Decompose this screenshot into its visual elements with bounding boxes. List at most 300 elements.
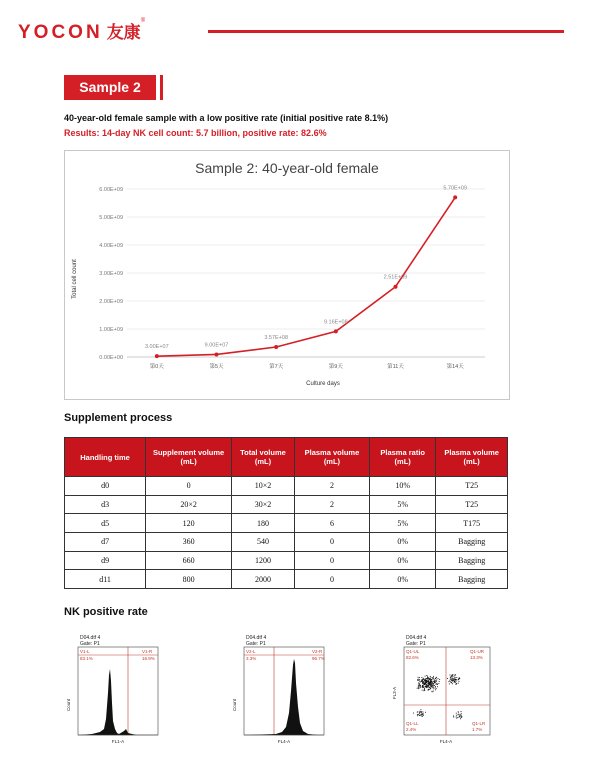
facs-dot bbox=[457, 717, 458, 718]
facs2-right-value: 96.7% bbox=[312, 656, 325, 661]
facs2-left-label: V2-L bbox=[246, 649, 256, 654]
facs-dot bbox=[419, 679, 420, 680]
facs-dot bbox=[430, 678, 431, 679]
facs-dot bbox=[449, 684, 450, 685]
facs-dot bbox=[432, 685, 433, 686]
table-cell: 1200 bbox=[232, 551, 295, 570]
facs-dot bbox=[429, 679, 430, 680]
chart-x-tick-label: 第9天 bbox=[328, 364, 343, 370]
facs-dot bbox=[461, 711, 462, 712]
facs3-lr-label: Q1-LR bbox=[472, 721, 486, 726]
facs-dot bbox=[435, 686, 436, 687]
facs-dot bbox=[430, 683, 431, 684]
facs-dot bbox=[456, 681, 457, 682]
company-logo bbox=[18, 18, 145, 44]
table-cell: 6 bbox=[294, 514, 369, 533]
facs-dot bbox=[421, 677, 422, 678]
facs-dot bbox=[424, 680, 425, 681]
facs3-ur-label: Q1-UR bbox=[470, 649, 485, 654]
facs-dot bbox=[461, 713, 462, 714]
facs1-right-value: 16.9% bbox=[142, 656, 155, 661]
facs-dot bbox=[436, 684, 437, 685]
facs-dot bbox=[417, 679, 418, 680]
facs-dot bbox=[453, 680, 454, 681]
facs-dot bbox=[424, 688, 425, 689]
chart-data-label: 3.00E+07 bbox=[144, 344, 169, 351]
facs-dot bbox=[419, 686, 420, 687]
facs-dot bbox=[458, 679, 459, 680]
facs-dot bbox=[422, 714, 423, 715]
logo-text-cn: 友康 bbox=[106, 23, 141, 42]
facs-dot bbox=[429, 684, 430, 685]
facs-histogram-2 bbox=[228, 633, 328, 751]
facs3-gate: Gate: P1 bbox=[406, 641, 426, 647]
chart-x-tick-label: 第5天 bbox=[209, 364, 224, 370]
facs-dot bbox=[460, 714, 461, 715]
table-row bbox=[65, 570, 508, 589]
registered-mark: ® bbox=[140, 18, 146, 24]
facs-dot bbox=[425, 686, 426, 687]
facs-dot bbox=[421, 714, 422, 715]
chart-title: Sample 2: 40-year-old female bbox=[195, 160, 379, 176]
facs-dot bbox=[428, 690, 429, 691]
facs-dot bbox=[455, 679, 456, 680]
facs-dot bbox=[419, 684, 420, 685]
facs-dot bbox=[423, 679, 424, 680]
facs-dot bbox=[431, 682, 432, 683]
table-cell: 660 bbox=[146, 551, 232, 570]
facs-dot bbox=[437, 684, 438, 685]
table-cell: d5 bbox=[65, 514, 146, 533]
table-cell: 0% bbox=[370, 551, 436, 570]
col-total-volume: Total volume (mL) bbox=[232, 438, 295, 477]
facs-dot bbox=[459, 716, 460, 717]
facs-dot bbox=[453, 717, 454, 718]
facs-dot bbox=[424, 689, 425, 690]
facs-dot bbox=[417, 688, 418, 689]
chart-data-point bbox=[334, 329, 338, 333]
chart-x-label: Culture days bbox=[306, 381, 340, 387]
facs-dot bbox=[455, 684, 456, 685]
facs-dot bbox=[420, 686, 421, 687]
table-row bbox=[65, 477, 508, 496]
facs-dot bbox=[449, 680, 450, 681]
facs-dot bbox=[430, 688, 431, 689]
facs-dot bbox=[433, 676, 434, 677]
chart-x-tick-label: 第0天 bbox=[149, 364, 164, 370]
facs-dot bbox=[453, 716, 454, 717]
facs-dot bbox=[456, 679, 457, 680]
table-cell: 0 bbox=[294, 570, 369, 589]
facs-dot bbox=[427, 678, 428, 679]
facs-dot bbox=[423, 682, 424, 683]
facs-dot bbox=[433, 688, 434, 689]
col-plasma-ratio: Plasma ratio (mL) bbox=[370, 438, 436, 477]
facs-dot bbox=[423, 715, 424, 716]
facs-histogram-1 bbox=[62, 633, 162, 751]
facs-dot bbox=[434, 681, 435, 682]
facs-dot bbox=[452, 678, 453, 679]
facs1-x-label: FL1-A bbox=[111, 739, 125, 744]
facs-dot bbox=[426, 686, 427, 687]
table-cell: Bagging bbox=[436, 533, 508, 552]
facs-dot bbox=[458, 714, 459, 715]
table-cell: d11 bbox=[65, 570, 146, 589]
facs-dot bbox=[432, 687, 433, 688]
facs1-file: D04.dtf 4 bbox=[80, 635, 101, 641]
facs-dot bbox=[427, 687, 428, 688]
table-cell: 2 bbox=[294, 477, 369, 496]
facs-dot bbox=[433, 691, 434, 692]
chart-y-tick-label: 4.00E+09 bbox=[99, 243, 123, 249]
facs1-left-label: V1-L bbox=[80, 649, 90, 654]
growth-chart bbox=[64, 150, 510, 400]
table-cell: Bagging bbox=[436, 570, 508, 589]
facs-dot bbox=[429, 678, 430, 679]
facs-dot bbox=[419, 677, 420, 678]
facs-dot bbox=[454, 679, 455, 680]
facs-dot bbox=[423, 678, 424, 679]
chart-series-line bbox=[157, 197, 455, 356]
table-cell: 10% bbox=[370, 477, 436, 496]
facs-dot bbox=[432, 677, 433, 678]
facs-dot bbox=[425, 712, 426, 713]
chart-data-point bbox=[394, 285, 398, 289]
facs-dot bbox=[459, 678, 460, 679]
facs-dot bbox=[452, 676, 453, 677]
chart-data-label: 5.70E+09 bbox=[443, 185, 468, 192]
col-supplement-volume: Supplement volume (mL) bbox=[146, 438, 232, 477]
facs-dot bbox=[419, 712, 420, 713]
table-cell: 2 bbox=[294, 495, 369, 514]
facs-dot bbox=[423, 686, 424, 687]
facs-dot bbox=[451, 680, 452, 681]
facs-dot bbox=[434, 680, 435, 681]
facs-dot bbox=[455, 677, 456, 678]
facs-dot bbox=[420, 687, 421, 688]
facs-dot bbox=[426, 675, 427, 676]
facs1-y-label: Count bbox=[66, 698, 71, 712]
col-handling-time: Handling time bbox=[65, 438, 146, 477]
sample-title: Sample 2 bbox=[64, 75, 156, 100]
facs-dot bbox=[450, 681, 451, 682]
facs-dot bbox=[418, 685, 419, 686]
facs-dot bbox=[433, 681, 434, 682]
facs-dotplot-3 bbox=[388, 633, 494, 751]
supplement-heading: Supplement process bbox=[64, 412, 173, 424]
table-cell: 0 bbox=[294, 533, 369, 552]
facs-dot bbox=[456, 713, 457, 714]
facs-dot bbox=[430, 679, 431, 680]
facs-dot bbox=[439, 679, 440, 680]
chart-y-tick-label: 6.00E+09 bbox=[99, 187, 123, 193]
sample-results: Results: 14-day NK cell count: 5.7 billion, positive rate: 82.6% bbox=[64, 128, 327, 138]
table-cell: 0% bbox=[370, 533, 436, 552]
facs-dot bbox=[433, 683, 434, 684]
chart-y-tick-label: 1.00E+09 bbox=[99, 327, 123, 333]
facs-dot bbox=[427, 676, 428, 677]
col-plasma-volume: Plasma volume (mL) bbox=[294, 438, 369, 477]
facs-dot bbox=[420, 711, 421, 712]
chart-data-point bbox=[155, 354, 159, 358]
chart-x-tick-label: 第14天 bbox=[446, 364, 464, 370]
facs-dot bbox=[422, 716, 423, 717]
facs-dot bbox=[418, 688, 419, 689]
facs-dot bbox=[419, 685, 420, 686]
logo-text-en: YOCON bbox=[18, 22, 103, 43]
facs-dot bbox=[418, 687, 419, 688]
table-cell: 20×2 bbox=[146, 495, 232, 514]
facs-dot bbox=[419, 713, 420, 714]
facs-dot bbox=[456, 683, 457, 684]
table-cell: 10×2 bbox=[232, 477, 295, 496]
facs-dot bbox=[435, 689, 436, 690]
facs-dot bbox=[427, 683, 428, 684]
table-cell: T25 bbox=[436, 495, 508, 514]
facs-dot bbox=[423, 684, 424, 685]
table-cell: 2000 bbox=[232, 570, 295, 589]
facs-dot bbox=[422, 690, 423, 691]
facs-dot bbox=[420, 715, 421, 716]
facs-dot bbox=[456, 717, 457, 718]
facs-dot bbox=[454, 681, 455, 682]
table-cell: 360 bbox=[146, 533, 232, 552]
facs-dot bbox=[418, 714, 419, 715]
facs3-file: D04.dtf 4 bbox=[406, 635, 427, 641]
facs-dot bbox=[431, 680, 432, 681]
chart-data-label: 9.00E+07 bbox=[204, 342, 229, 349]
facs-dot bbox=[452, 683, 453, 684]
chart-x-tick-label: 第11天 bbox=[387, 364, 404, 370]
sample-description: 40-year-old female sample with a low positive rate (initial positive rate 8.1%) bbox=[64, 113, 389, 123]
chart-data-point bbox=[453, 195, 457, 199]
facs-dot bbox=[422, 687, 423, 688]
facs-dot bbox=[418, 683, 419, 684]
facs-dot bbox=[428, 686, 429, 687]
facs-dot bbox=[426, 681, 427, 682]
facs-dot bbox=[420, 682, 421, 683]
table-cell: 180 bbox=[232, 514, 295, 533]
supplement-table bbox=[64, 437, 508, 589]
facs-dot bbox=[452, 681, 453, 682]
table-cell: d0 bbox=[65, 477, 146, 496]
facs-dot bbox=[432, 687, 433, 688]
facs1-right-label: V1-R bbox=[142, 649, 153, 654]
facs2-left-value: 3.3% bbox=[246, 656, 257, 661]
header-divider bbox=[208, 30, 564, 33]
facs-dot bbox=[436, 681, 437, 682]
facs1-gate: Gate: P1 bbox=[80, 641, 100, 647]
facs3-ur-value: 13.3% bbox=[470, 655, 483, 660]
facs-dot bbox=[436, 677, 437, 678]
facs-dot bbox=[430, 684, 431, 685]
facs-dot bbox=[458, 683, 459, 684]
facs-dot bbox=[421, 711, 422, 712]
facs-dot bbox=[437, 686, 438, 687]
facs-dot bbox=[427, 681, 428, 682]
sample-title-accent-bar bbox=[160, 75, 163, 100]
facs-dot bbox=[426, 680, 427, 681]
facs-dot bbox=[430, 676, 431, 677]
facs-dot bbox=[418, 679, 419, 680]
facs-dot bbox=[436, 688, 437, 689]
facs-dot bbox=[429, 689, 430, 690]
facs-dot bbox=[434, 685, 435, 686]
facs-dot bbox=[461, 717, 462, 718]
facs-dot bbox=[454, 676, 455, 677]
table-row bbox=[65, 495, 508, 514]
table-cell: 120 bbox=[146, 514, 232, 533]
facs3-lr-value: 1.7% bbox=[472, 727, 483, 732]
facs2-y-label: Count bbox=[232, 698, 237, 712]
facs-dot bbox=[435, 682, 436, 683]
facs-dot bbox=[427, 684, 428, 685]
facs-dot bbox=[456, 715, 457, 716]
facs-dot bbox=[429, 687, 430, 688]
table-cell: 0 bbox=[146, 477, 232, 496]
facs-dot bbox=[420, 685, 421, 686]
table-cell: 0 bbox=[294, 551, 369, 570]
facs-dot bbox=[432, 691, 433, 692]
table-cell: 540 bbox=[232, 533, 295, 552]
facs-dot bbox=[448, 681, 449, 682]
facs-dot bbox=[423, 679, 424, 680]
facs-dot bbox=[451, 678, 452, 679]
facs-dot bbox=[425, 679, 426, 680]
table-cell: 800 bbox=[146, 570, 232, 589]
chart-data-label: 2.51E+09 bbox=[383, 274, 408, 281]
facs-dot bbox=[423, 687, 424, 688]
growth-chart-svg bbox=[65, 151, 509, 399]
facs-dot bbox=[417, 680, 418, 681]
facs-dot bbox=[413, 713, 414, 714]
facs-dot bbox=[417, 711, 418, 712]
facs-dot bbox=[436, 679, 437, 680]
facs-dot bbox=[424, 690, 425, 691]
facs-dot bbox=[427, 685, 428, 686]
table-cell: 5% bbox=[370, 514, 436, 533]
col-plasma-volume-vessel: Plasma volume (mL) bbox=[436, 438, 508, 477]
table-cell: T175 bbox=[436, 514, 508, 533]
table-cell: d3 bbox=[65, 495, 146, 514]
facs-dot bbox=[419, 688, 420, 689]
facs2-x-label: FL4-A bbox=[277, 739, 291, 744]
facs-dot bbox=[438, 678, 439, 679]
table-cell: T25 bbox=[436, 477, 508, 496]
facs2-gate: Gate: P1 bbox=[246, 641, 266, 647]
facs-dot bbox=[433, 677, 434, 678]
facs-dot bbox=[460, 715, 461, 716]
facs-dot bbox=[417, 715, 418, 716]
facs-dot bbox=[456, 677, 457, 678]
chart-data-label: 9.16E+08 bbox=[323, 319, 348, 326]
facs-dot bbox=[455, 682, 456, 683]
facs-dot bbox=[459, 681, 460, 682]
facs-dot bbox=[439, 681, 440, 682]
facs-dot bbox=[423, 712, 424, 713]
facs-dot bbox=[451, 675, 452, 676]
facs-dot bbox=[435, 687, 436, 688]
chart-y-tick-label: 0.00E+00 bbox=[99, 355, 123, 361]
table-cell: 0% bbox=[370, 570, 436, 589]
facs-dot bbox=[423, 690, 424, 691]
facs-dot bbox=[431, 679, 432, 680]
facs-dot bbox=[447, 678, 448, 679]
facs-dot bbox=[462, 716, 463, 717]
nk-heading: NK positive rate bbox=[64, 606, 148, 618]
facs3-y-label: FL3-A bbox=[392, 686, 397, 700]
facs-dot bbox=[422, 683, 423, 684]
facs-dot bbox=[451, 682, 452, 683]
table-cell: Bagging bbox=[436, 551, 508, 570]
facs3-ll-label: Q1-LL bbox=[406, 721, 419, 726]
facs-dot bbox=[422, 685, 423, 686]
chart-data-label: 3.57E+08 bbox=[264, 335, 289, 342]
facs3-ul-label: Q1-UL bbox=[406, 649, 420, 654]
facs-dot bbox=[461, 715, 462, 716]
chart-data-point bbox=[215, 352, 219, 356]
facs-dot bbox=[419, 715, 420, 716]
facs-dot bbox=[433, 679, 434, 680]
table-cell: 5% bbox=[370, 495, 436, 514]
facs-dot bbox=[428, 677, 429, 678]
facs-dot bbox=[428, 680, 429, 681]
facs-dot bbox=[431, 685, 432, 686]
facs-dot bbox=[417, 714, 418, 715]
table-row bbox=[65, 514, 508, 533]
facs3-x-label: FL4-A bbox=[439, 739, 453, 744]
table-cell: d9 bbox=[65, 551, 146, 570]
facs-dot bbox=[418, 677, 419, 678]
chart-x-tick-label: 第7天 bbox=[269, 364, 284, 370]
chart-y-tick-label: 2.00E+09 bbox=[99, 299, 123, 305]
facs-dot bbox=[456, 718, 457, 719]
facs-dot bbox=[433, 687, 434, 688]
facs-dot bbox=[438, 683, 439, 684]
facs-dot bbox=[421, 681, 422, 682]
facs-dot bbox=[455, 674, 456, 675]
facs-dot bbox=[460, 718, 461, 719]
facs-dot bbox=[436, 683, 437, 684]
facs2-right-label: V2-R bbox=[312, 649, 323, 654]
facs-dot bbox=[458, 712, 459, 713]
facs3-ll-value: 2.4% bbox=[406, 727, 417, 732]
facs-dot bbox=[430, 686, 431, 687]
facs-dot bbox=[452, 674, 453, 675]
table-row bbox=[65, 533, 508, 552]
facs-dot bbox=[428, 682, 429, 683]
chart-y-tick-label: 3.00E+09 bbox=[99, 271, 123, 277]
facs-dot bbox=[429, 682, 430, 683]
table-cell: 30×2 bbox=[232, 495, 295, 514]
facs3-ul-value: 82.6% bbox=[406, 655, 419, 660]
chart-y-tick-label: 5.00E+09 bbox=[99, 215, 123, 221]
facs-dot bbox=[450, 675, 451, 676]
chart-data-point bbox=[274, 345, 278, 349]
table-header-row bbox=[65, 438, 508, 477]
facs2-file: D04.dtf 4 bbox=[246, 635, 267, 641]
facs-dot bbox=[424, 684, 425, 685]
facs1-left-value: 83.1% bbox=[80, 656, 93, 661]
facs-dot bbox=[450, 677, 451, 678]
chart-y-label: Total cell count bbox=[72, 259, 78, 299]
facs-dot bbox=[454, 682, 455, 683]
facs-dot bbox=[422, 679, 423, 680]
facs-dot bbox=[425, 676, 426, 677]
table-cell: d7 bbox=[65, 533, 146, 552]
facs-dot bbox=[421, 709, 422, 710]
table-row bbox=[65, 551, 508, 570]
